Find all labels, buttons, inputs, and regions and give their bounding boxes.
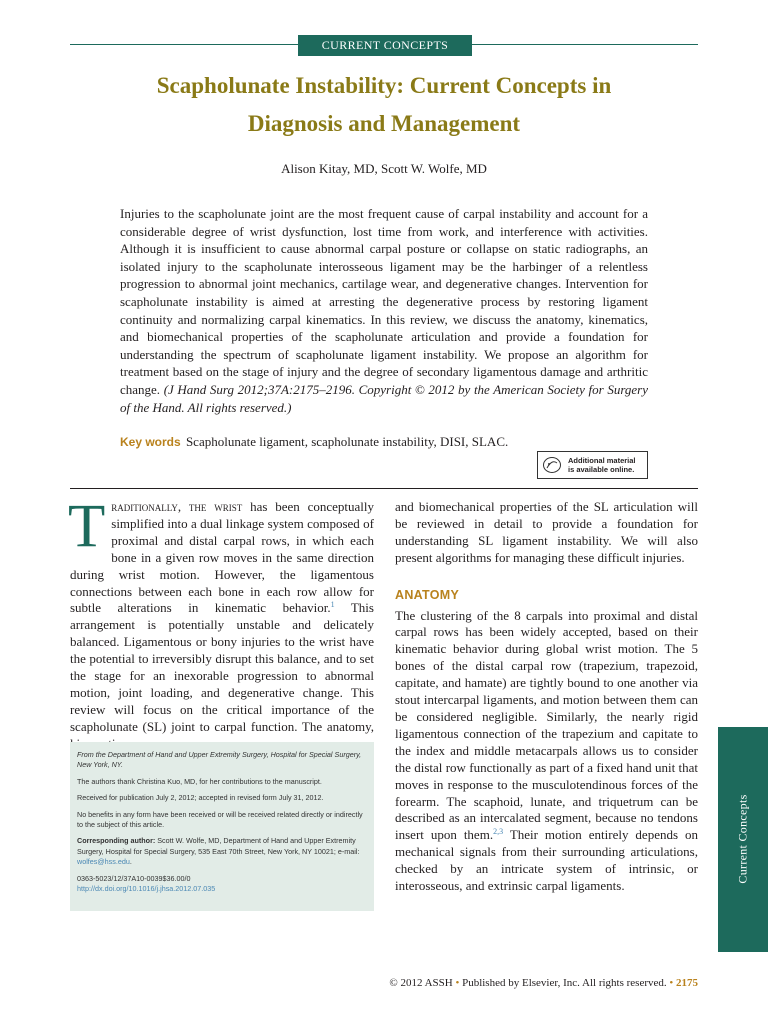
anatomy-text: The clustering of the 8 carpals into proximal and distal carpal rows has been widely accepted, based on their kinematic behavior during global wrist motion. The 5 bones of the distal carpal row (trapezium, trapezoid, capitate, and hamate) are tightly bound to one another via stout intercarpal ligaments, and motion between them can be considered negligible. Similarly, the nearly rigid ligamentous connection of the trapezium and capitate to the index and middle metacarpals allows us to consider the distal row functionally as part of a fixed hand unit that moves in response to the musculotendinous forces of the forearm. The scaphoid, lunate, and triquetrum can be described as an intercalated segment, because no tendons insert upon them. (395, 607, 698, 843)
footnote-ids (77, 874, 368, 895)
footer-bullet-1: • (452, 977, 463, 989)
keywords (120, 433, 648, 451)
corresponding-email-link[interactable]: wolfes@hss.edu (77, 857, 130, 867)
online-material-icon (542, 456, 562, 474)
side-section-tab (718, 727, 768, 952)
section-heading-anatomy: ANATOMY (395, 587, 460, 602)
reference-2-3[interactable]: 2,3 (493, 827, 504, 837)
corresponding-end: . (129, 857, 132, 867)
body-column-right (395, 499, 698, 895)
intro-paragraph (68, 493, 375, 753)
abstract-text: Injuries to the scapholunate joint are the most frequent cause of carpal instability and account for a considerable degree of wrist dysfunction, lost time from work, and interference with activities. Although it is insufficient to cause abnormal carpal posture or collapse on static radiographs, an isolated injury to the scapholunate interosseous ligament may be the harbinger of a relentless progression to abnormal joint mechanics, cartilage wear, and degenerative changes. Intervention for scapholunate instability is aimed at arresting the degenerative process by restoring ligament continuity and normalizing carpal kinematics. In this review, we discuss the anatomy, kinematics, and biomechanical properties of the scapholunate articulation and provide a foundation for understanding the spectrum of scapholunate ligament instability. We propose an algorithm for treatment based on the stage of injury and the degree of secondary ligamentous damage and arthritic change. (120, 206, 648, 397)
issn-line: 0363-5023/12/37A10-0039$36.00/0 (77, 873, 191, 883)
footnote-benefits: No benefits in any form have been received or will be received related directly or indirectly to the subject of this article. (77, 809, 363, 830)
abstract-citation: (J Hand Surg 2012;37A:2175–2196. Copyright © 2012 by the American Society for Surgery of the Hand. All rights reserved.) (120, 381, 648, 415)
footnote-box (70, 742, 374, 911)
intro-smallcaps: raditionally, the wrist (111, 499, 243, 514)
corresponding-text: Scott W. Wolfe, MD, Department of Hand and Upper Extremity Surgery, Hospital for Special Surgery, 535 East 70th Street, New York, NY 10021; e-mail: (77, 836, 360, 856)
article-title (60, 67, 708, 143)
intro-text: has been conceptually simplified into a dual linkage system composed of proximal and distal carpal rows, in which each bone in a given row moves in the same direction during wrist motion. However, the ligamentous connections between each bone in each row allow for subtle alterations in kinematic behavior. (70, 499, 375, 616)
drop-cap: T (68, 493, 106, 560)
online-material-badge[interactable] (537, 451, 648, 479)
abstract (120, 205, 648, 416)
anatomy-paragraph (395, 608, 698, 895)
article-title-line-2: Diagnosis and Management (247, 111, 521, 136)
footer-copyright: © 2012 ASSH (389, 977, 453, 989)
body-column-left (68, 493, 375, 753)
footnote-thanks: The authors thank Christina Kuo, MD, for her contributions to the manuscript. (77, 776, 322, 786)
online-material-text (568, 456, 636, 474)
reference-1[interactable]: 1 (330, 600, 335, 610)
article-title-line-1: Scapholunate Instability: Current Concepts in (156, 73, 612, 98)
footer-publisher: Published by Elsevier, Inc. All rights reserved. (462, 977, 667, 989)
abstract-separator (70, 488, 698, 489)
footnote-corresponding (77, 836, 368, 867)
intro-continued: and biomechanical properties of the SL articulation will be reviewed in detail to provide a foundation for understanding SL ligament instability. We will also present algorithms for managing these difficult injuries. (395, 499, 698, 565)
page-number: 2175 (676, 977, 698, 989)
side-tab-label: Current Concepts (735, 794, 750, 884)
page-footer (389, 977, 698, 989)
author-list: Alison Kitay, MD, Scott W. Wolfe, MD (281, 161, 487, 176)
anatomy-text-2: Their motion entirely depends on mechanical signals from their surrounding articulations, checked by an intricate system of intrinsic, or interosseous, and extrinsic carpal ligaments. (395, 827, 698, 894)
keywords-label: Key words (120, 435, 181, 449)
footnote-affiliation: From the Department of Hand and Upper Extremity Surgery, Hospital for Special Surgery, New York, NY. (77, 750, 362, 770)
doi-link[interactable]: http://dx.doi.org/10.1016/j.jhsa.2012.07.035 (77, 884, 216, 894)
footer-bullet-2: • (666, 977, 676, 989)
corresponding-label: Corresponding author: (77, 836, 156, 846)
keywords-list: Scapholunate ligament, scapholunate instability, DISI, SLAC. (185, 434, 509, 449)
intro-text-2: This arrangement is potentially unstable and delicately balanced. Ligamentous or bony injuries to the wrist have the potential to irreversibly disrupt this balance, and to set the stage for an inexorable progression to abnormal motion, joint loading, and degenerative change. This review will focus on the critical importance of the scapholunate (SL) joint to carpal function. The anatomy, (70, 600, 374, 734)
section-label: CURRENT CONCEPTS (298, 35, 472, 56)
footnote-received: Received for publication July 2, 2012; accepted in revised form July 31, 2012. (77, 793, 324, 803)
online-material-line-1: Additional material (568, 456, 636, 465)
online-material-line-2: is available online. (568, 465, 635, 474)
